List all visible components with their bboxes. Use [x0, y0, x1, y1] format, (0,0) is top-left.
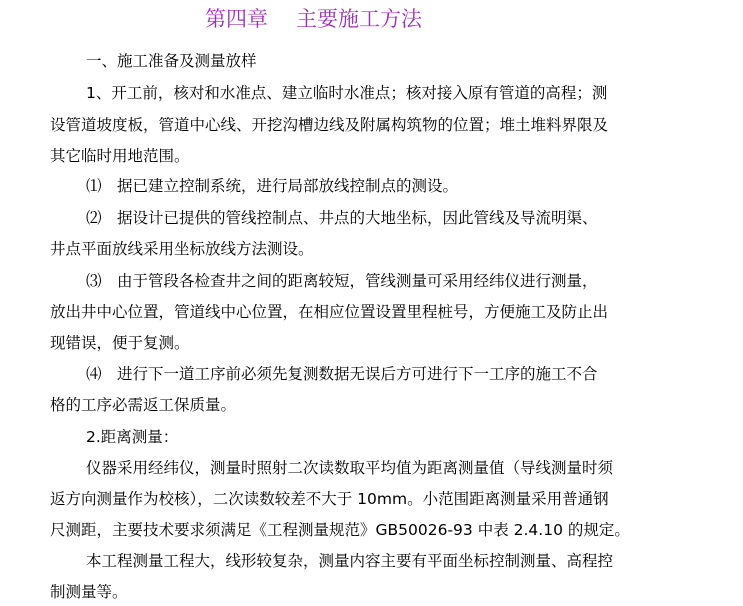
paragraph-line: 制测量等。	[50, 583, 128, 601]
paragraph-line: ⑷ 进行下一道工序前必须先复测数据无误后方可进行下一工序的施工不合	[86, 365, 598, 383]
paragraph-line: ⑶ 由于管段各检查井之间的距离较短，管线测量可采用经纬仪进行测量，	[86, 272, 598, 290]
paragraph-line: 1、开工前，核对和水准点、建立临时水准点；核对接入原有管道的高程；测	[86, 84, 608, 102]
chapter-title	[205, 3, 422, 33]
paragraph-line: 设管道坡度板，管道中心线、开挖沟槽边线及附属构筑物的位置；堆土堆料界限及	[50, 116, 609, 134]
paragraph-line: 放出井中心位置，管道线中心位置，在相应位置设置里程桩号，方便施工及防止出	[50, 303, 609, 321]
paragraph-line: 本工程测量工程大，线形较复杂，测量内容主要有平面坐标控制测量、高程控	[86, 552, 614, 570]
chapter-name: 主要施工方法	[296, 7, 422, 31]
paragraph-line: 尺测距，主要技术要求须满足《工程测量规范》GB50026-93 中表 2.4.10 的规定。	[50, 521, 630, 539]
paragraph-line: 返方向测量作为校核），二次读数较差不大于 10mm。小范围距离测量采用普通钢	[50, 490, 609, 508]
chapter-number: 第四章	[205, 7, 268, 31]
paragraph-line: 井点平面放线采用坐标放线方法测设。	[50, 240, 314, 258]
section-heading: 一、施工准备及测量放样	[86, 52, 257, 70]
paragraph-line: ⑵ 据设计已提供的管线控制点、井点的大地坐标，因此管线及导流明渠、	[86, 209, 598, 227]
paragraph-line: 现错误，便于复测。	[50, 334, 190, 352]
subsection-heading: 2.距离测量：	[86, 428, 179, 446]
paragraph-line: ⑴ 据已建立控制系统，进行局部放线控制点的测设。	[86, 177, 459, 195]
paragraph-line: 仪器采用经纬仪，测量时照射二次读数取平均值为距离测量值（导线测量时须	[86, 459, 614, 477]
paragraph-line: 其它临时用地范围。	[50, 147, 190, 165]
paragraph-line: 格的工序必需返工保质量。	[50, 396, 237, 414]
